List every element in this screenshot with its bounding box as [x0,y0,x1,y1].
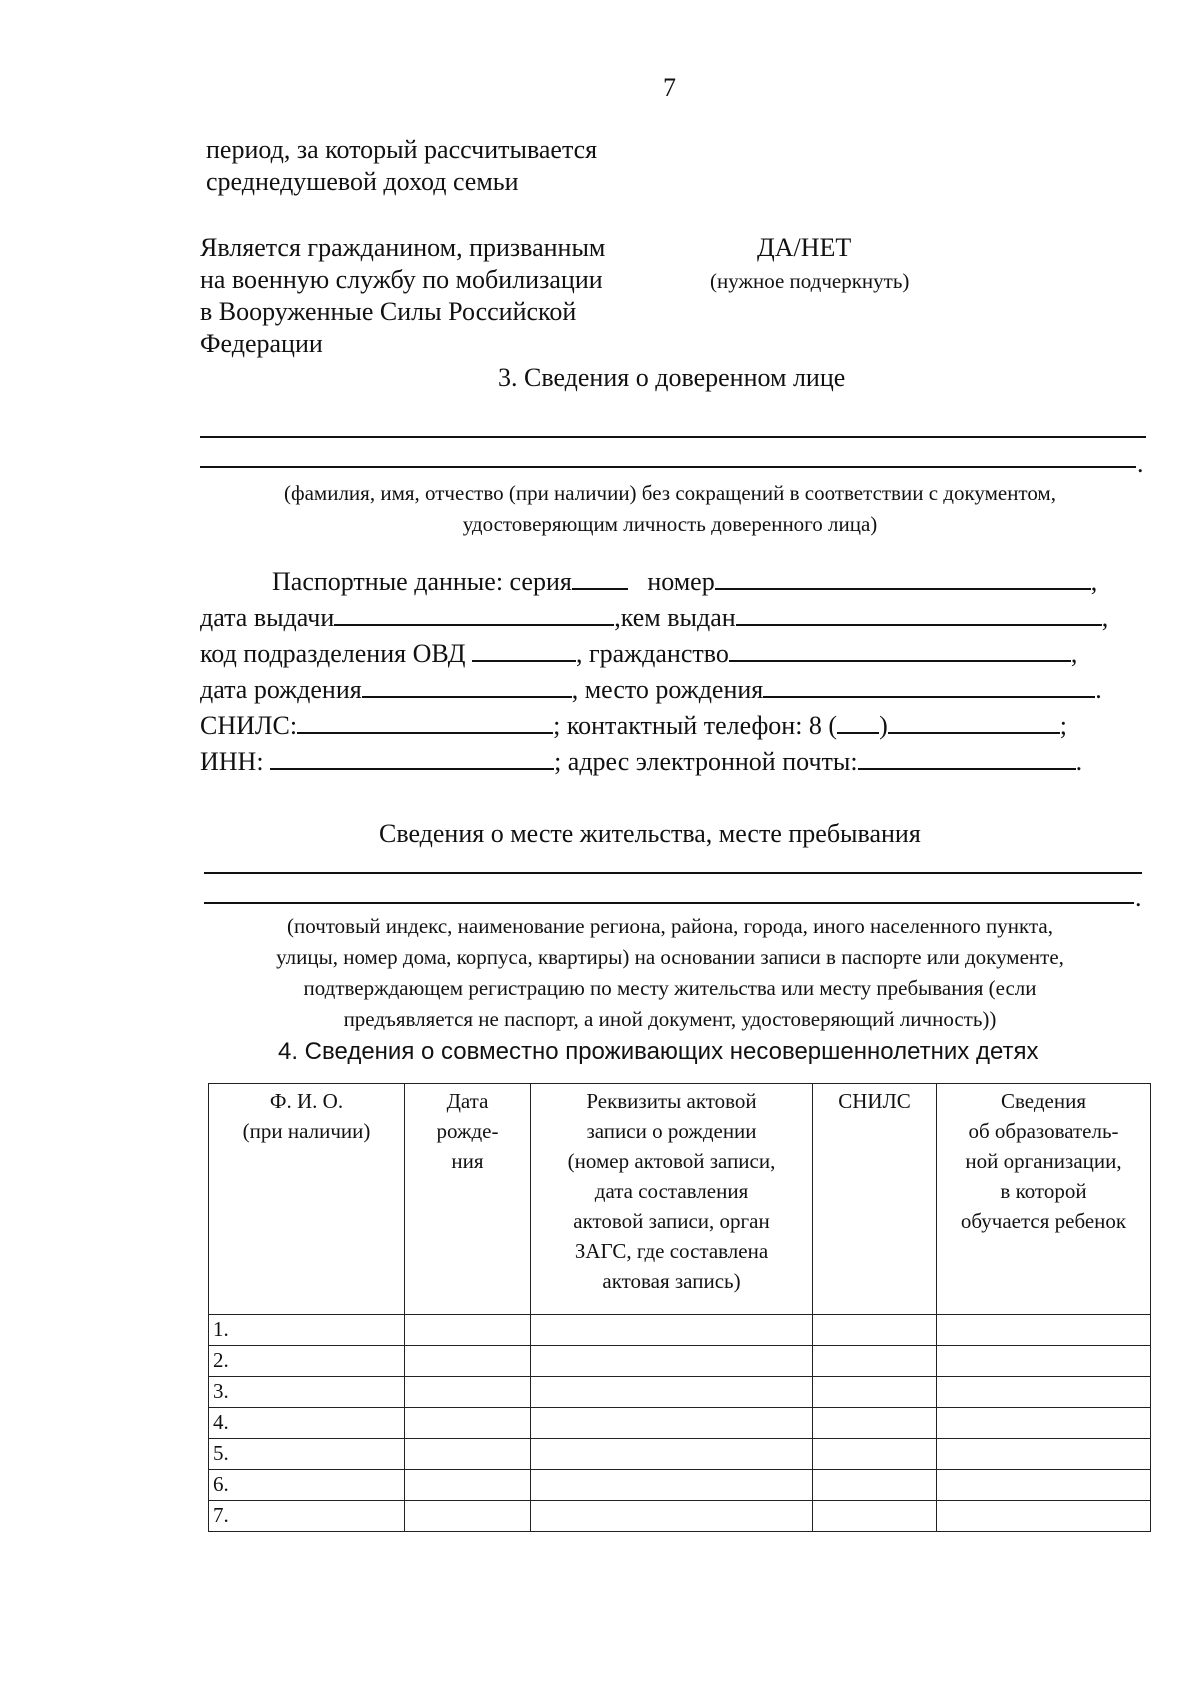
trustee-name-hint-line1: (фамилия, имя, отчество (при наличии) без сокращений в соответствии с документом, [284,481,1056,505]
passport-row [272,566,1097,598]
trustee-name-line2[interactable] [200,466,1136,468]
division-code-field[interactable] [472,638,576,662]
cell-snils[interactable] [813,1439,937,1470]
birth-date-label: дата рождения [200,675,362,704]
cell-birth-date[interactable] [405,1346,531,1377]
birth-place-label: , место рождения [571,675,764,704]
header-birth-record: Реквизиты актовой записи о рождении (номер актовой записи, дата составления актовой записи, орган ЗАГС, где составлена актовая запись) [531,1084,813,1315]
cell-birth-record[interactable] [531,1346,813,1377]
cell-birth-record[interactable] [531,1439,813,1470]
cell-birth-record[interactable] [531,1315,813,1346]
cell-birth-record[interactable] [531,1408,813,1439]
passport-number-label: номер [647,567,715,596]
period: . [1075,747,1083,776]
income-period-line2: среднедушевой доход семьи [206,167,519,196]
comma: , [1101,603,1109,632]
cell-education[interactable] [937,1470,1151,1501]
comma: , [1070,639,1078,668]
cell-education[interactable] [937,1439,1151,1470]
cell-birth-date[interactable] [405,1408,531,1439]
issue-date-field[interactable] [334,602,614,626]
birth-place-field[interactable] [763,674,1095,698]
passport-number-field[interactable] [715,566,1091,590]
passport-series-field[interactable] [572,566,628,590]
cell-snils[interactable] [813,1377,937,1408]
residence-hint-line4: предъявляется не паспорт, а иной документ, удостоверяющий личность)) [343,1007,997,1031]
cell-birth-date[interactable] [405,1377,531,1408]
row-number[interactable]: 1. [209,1315,405,1346]
cell-snils[interactable] [813,1501,937,1532]
row-number[interactable]: 2. [209,1346,405,1377]
table-row [209,1346,1151,1377]
email-label: ; адрес электронной почты: [554,747,858,776]
children-table-header [209,1084,1151,1315]
table-row [209,1315,1151,1346]
table-row [209,1439,1151,1470]
mobilization-line2: на военную службу по мобилизации [200,265,603,294]
cell-education[interactable] [937,1315,1151,1346]
header-fio: Ф. И. О. (при наличии) [209,1084,405,1315]
residence-line-period: . [1135,883,1142,912]
cell-birth-record[interactable] [531,1377,813,1408]
mobilization-answer-hint: (нужное подчеркнуть) [710,269,910,293]
birth-date-field[interactable] [362,674,572,698]
inn-row [200,746,1082,778]
table-row [209,1470,1151,1501]
cell-birth-date[interactable] [405,1315,531,1346]
mobilization-line3: в Вооруженные Силы Российской [200,297,577,326]
cell-education[interactable] [937,1408,1151,1439]
cell-snils[interactable] [813,1346,937,1377]
division-code-label: код подразделения ОВД [200,639,466,668]
row-number[interactable]: 6. [209,1470,405,1501]
cell-birth-date[interactable] [405,1470,531,1501]
trustee-name-line1[interactable] [200,436,1146,438]
children-table [208,1083,1151,1532]
table-row [209,1377,1151,1408]
phone-close: ) [879,711,888,740]
header-birth-date: Дата рожде- ния [405,1084,531,1315]
inn-field[interactable] [270,746,554,770]
cell-birth-record[interactable] [531,1470,813,1501]
issued-by-field[interactable] [736,602,1102,626]
citizenship-label: , гражданство [575,639,729,668]
period: . [1095,675,1102,704]
cell-birth-date[interactable] [405,1439,531,1470]
email-field[interactable] [858,746,1076,770]
snils-field[interactable] [297,710,553,734]
cell-education[interactable] [937,1346,1151,1377]
semicolon: ; [1059,711,1067,740]
residence-line2[interactable] [204,902,1134,904]
division-row [200,638,1077,670]
mobilization-line1: Является гражданином, призванным [200,233,606,262]
residence-line1[interactable] [204,872,1142,874]
income-period-line1: период, за который рассчитывается [206,135,598,164]
residence-hint-line2: улицы, номер дома, корпуса, квартиры) на основании записи в паспорте или документе, [276,945,1064,969]
residence-hint-line1: (почтовый индекс, наименование региона, района, города, иного населенного пункта, [287,914,1053,938]
row-number[interactable]: 7. [209,1501,405,1532]
name-line-period: . [1137,449,1144,478]
table-row [209,1501,1151,1532]
citizenship-field[interactable] [729,638,1071,662]
phone-label: ; контактный телефон: 8 ( [553,711,838,740]
issue-date-label: дата выдачи [200,603,335,632]
passport-series-label: Паспортные данные: серия [272,567,572,596]
phone-number-field[interactable] [888,710,1060,734]
comma: , [1090,567,1098,596]
header-education: Сведения об образователь- ной организации, в которой обучается ребенок [937,1084,1151,1315]
residence-title: Сведения о месте жительства, месте пребывания [379,819,921,848]
residence-hint-line3: подтверждающем регистрацию по месту жительства или месту пребывания (если [303,976,1037,1000]
cell-birth-record[interactable] [531,1501,813,1532]
row-number[interactable]: 4. [209,1408,405,1439]
section3-title: 3. Сведения о доверенном лице [498,363,846,392]
issued-by-label: ,кем выдан [614,603,736,632]
cell-snils[interactable] [813,1315,937,1346]
inn-label: ИНН: [200,747,264,776]
row-number[interactable]: 3. [209,1377,405,1408]
cell-education[interactable] [937,1501,1151,1532]
cell-birth-date[interactable] [405,1501,531,1532]
cell-snils[interactable] [813,1470,937,1501]
phone-code-field[interactable] [837,710,879,734]
header-snils: СНИЛС [813,1084,937,1315]
row-number[interactable]: 5. [209,1439,405,1470]
mobilization-line4: Федерации [200,329,323,358]
birth-row [200,674,1102,706]
table-row [209,1408,1151,1439]
mobilization-answer[interactable]: ДА/НЕТ [757,233,852,262]
section4-title: 4. Сведения о совместно проживающих несовершеннолетних детях [278,1038,1039,1065]
snils-row [200,710,1067,742]
snils-label: СНИЛС: [200,711,298,740]
cell-snils[interactable] [813,1408,937,1439]
page-number: 7 [663,73,676,102]
cell-education[interactable] [937,1377,1151,1408]
trustee-name-hint-line2: удостоверяющим личность доверенного лица) [462,512,878,536]
issue-row [200,602,1108,634]
